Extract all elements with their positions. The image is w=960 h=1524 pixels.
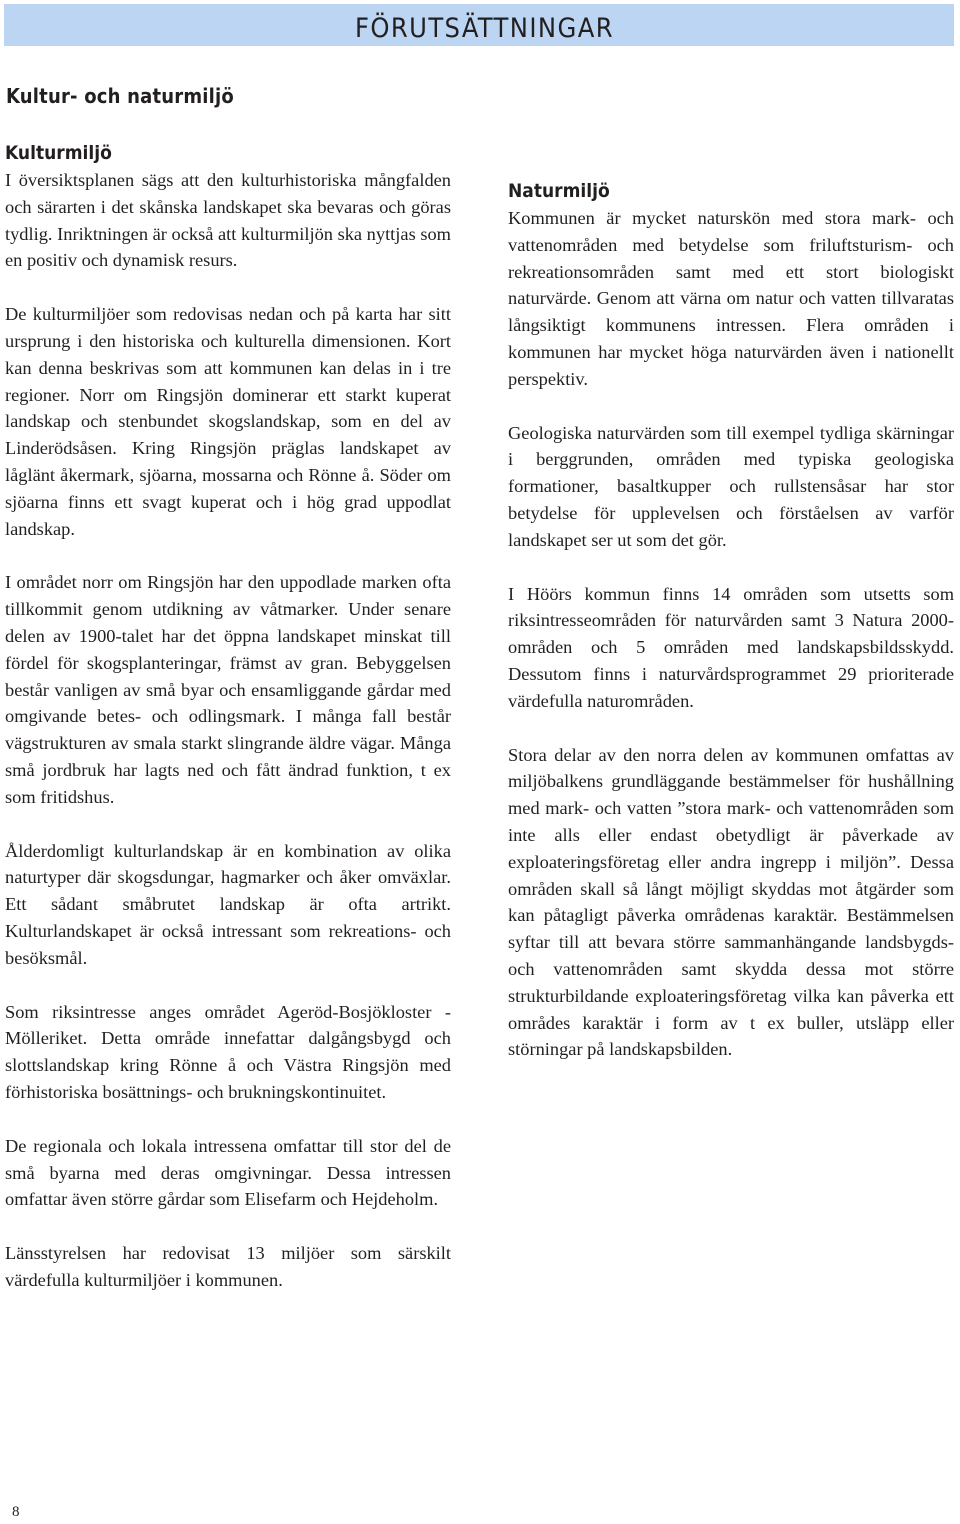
page-number: 8 (12, 1504, 20, 1520)
paragraph: De kulturmiljöer som redovisas nedan och på karta har sitt ursprung i den historiska och kulturella dimensionen. Kort kan denna beskrivas som att kommunen kan delas in i tre regioner. Norr om Ringsjön dominerar ett starkt kuperat landskap och stenbundet skogslandskap, som en del av Linderödsåsen. Kring Ringsjön präglas landskapet av låglänt åkermark, sjöarna, mossarna och Rönne å. Söder om sjöarna finns ett svagt kuperat och i hög grad uppodlat landskap. (5, 304, 451, 539)
left-column (5, 140, 451, 1321)
paragraph: I Höörs kommun finns 14 områden som utsetts som riksintresseområden för naturvården samt 3 Natura 2000-områden och 5 områden med landskapsbildsskydd. Dessutom finns i naturvårdsprogrammet 29 prioriterade värdefulla naturområden. (508, 583, 954, 711)
subheading-naturmiljo: Naturmiljö (508, 180, 610, 202)
right-column (508, 178, 954, 1090)
paragraph: Stora delar av den norra delen av kommunen omfattas av miljöbalkens grundläggande bestämmelser för hushållning med mark- och vatten ”stora mark- och vattenområden som inte alls eller endast obetydligt är påverkade av exploateringsföretag eller andra ingrepp i miljön”. Dessa områden skall så långt möjligt skyddas mot åtgärder som kan påtagligt påverka områdenas karaktär. Bestämmelsen syftar till att bevara större sammanhängande landsbygds- och vattenområden samt skydda dessa mot större strukturbildande exploateringsföretag vilka kan påverka ett områdes karaktär i form av t ex buller, utsläpp eller störningar på landskapsbilden. (508, 744, 954, 1060)
subheading-kulturmiljo: Kulturmiljö (5, 142, 112, 164)
paragraph: Kommunen är mycket naturskön med stora mark- och vattenområden med betydelse som friluftsturism- och rekreationsområden samt med ett stort biologiskt naturvärde. Genom att värna om natur och vatten tillvaratas långsiktigt kommunens intressen. Flera områden i kommunen har mycket höga naturvärden även i nationellt perspektiv. (508, 208, 954, 389)
paragraph: Länsstyrelsen har redovisat 13 miljöer som särskilt värdefulla kulturmiljöer i kommunen. (5, 1243, 451, 1290)
page-header-title: FÖRUTSÄTTNINGAR (354, 13, 614, 44)
paragraph: I översiktsplanen sägs att den kulturhistoriska mångfalden och särarten i det skånska landskapet ska bevaras och göras tydlig. Inriktningen är också att kulturmiljön ska nyttjas som en positiv och dynamisk resurs. (5, 170, 451, 271)
paragraph: De regionala och lokala intressena omfattar till stor del de små byarna med deras omgivningar. Dessa intressen omfattar även större gårdar som Elisefarm och Hejdeholm. (5, 1135, 451, 1210)
paragraph: I området norr om Ringsjön har den uppodlade marken ofta tillkommit genom utdikning av våtmarker. Under senare delen av 1900-talet har det öppna landskapet minskat till fördel för skogsplanteringar, främst av gran. Bebyggelsen består vanligen av små byar och ensamliggande gårdar med omgivande betes- och odlingsmark. I många fall består vägstrukturen av smala starkt slingrande äldre vägar. Många små jordbruk har lagts ned och fått ändrad funktion, t ex som fritidshus. (5, 572, 451, 807)
paragraph: Ålderdomligt kulturlandskap är en kombination av olika naturtyper där skogsdungar, hagmarker och åker omväxlar. Ett sådant småbrutet landskap är ofta artrikt. Kulturlandskapet är också intressant som rekreations- och besöksmål. (5, 840, 451, 968)
paragraph: Geologiska naturvärden som till exempel tydliga skärningar i berggrunden, områden med typiska geologiska formationer, basaltkupper och rullstensåsar har stor betydelse för upplevelsen och förståelsen av varför landskapet ser ut som det gör. (508, 422, 954, 550)
header-bar (4, 4, 954, 46)
paragraph: Som riksintresse anges området Ageröd-Bosjökloster - Mölleriket. Detta område innefattar dalgångsbygd och slottslandskap kring Rönne å och Västra Ringsjön med förhistoriska bosättnings- och brukningskontinuitet. (5, 1001, 451, 1102)
section-title: Kultur- och naturmiljö (6, 84, 234, 108)
